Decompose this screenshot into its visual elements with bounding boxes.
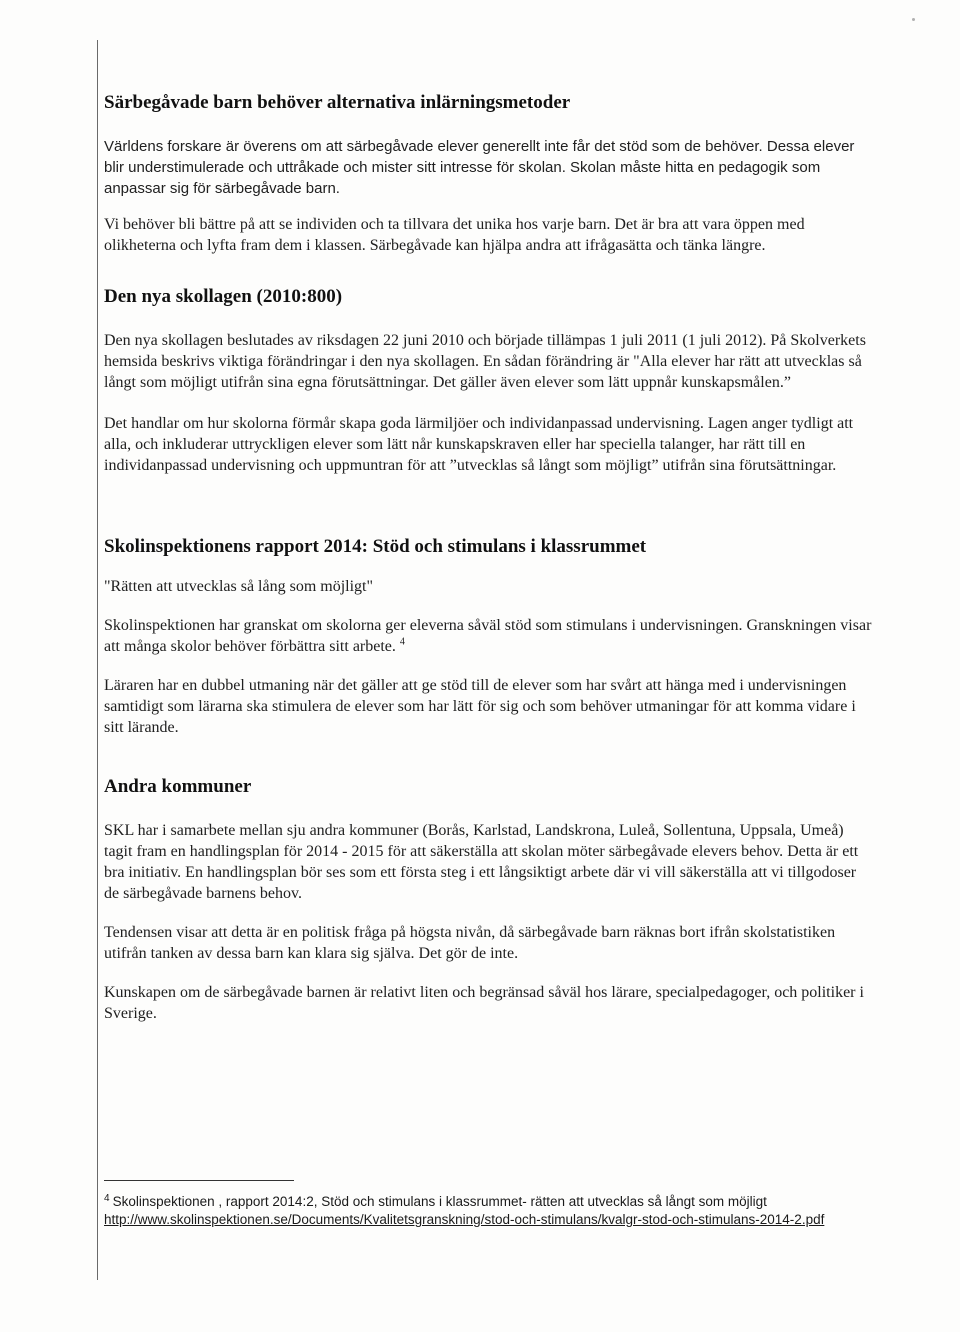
footnote-text: Skolinspektionen , rapport 2014:2, Stöd och stimulans i klassrummet- rätten att utvecklas så långt som möjligt (112, 1194, 767, 1209)
paragraph-2: Vi behöver bli bättre på att se individen och ta tillvara det unika hos varje barn. Det är bra att vara öppen med olikheterna och lyfta fram dem i klassen. Särbegåvade kan hjälpa andra att ifrågasätta och tänka längre. (104, 216, 805, 254)
paragraph-3: Den nya skollagen beslutades av riksdagen 22 juni 2010 och började tillämpas 1 juli 2011 (1 juli 2012). På Skolverkets hemsida beskrivs viktiga förändringar i den nya skollagen. En sådan förändring är "Alla elever har rätt att utvecklas så långt som möjligt utifrån sina egna förutsättningar. Det gäller även elever som lätt uppnår kunskapsmålen.” (104, 332, 866, 391)
paragraph-5-text: Skolinspektionen har granskat om skolorna ger eleverna såväl stöd som stimulans i undervisningen. Granskningen visar att många skolor behöver förbättra sitt arbete. (104, 617, 872, 655)
footnote-separator (104, 1180, 294, 1181)
paragraph-4: Det handlar om hur skolorna förmår skapa goda lärmiljöer och individanpassad undervisning. Lagen anger tydligt att alla, och inkluderar uttryckligen elever som lätt når kunskapskraven eller har speciella talanger, har rätt till en individanpassad undervisning och uppmuntran för att ”utvecklas så långt som möjligt” utifrån sina förutsättningar. (104, 415, 854, 474)
footnote-reference: 4 (399, 636, 405, 648)
footnote-link[interactable]: http://www.skolinspektionen.se/Documents/Kvalitetsgranskning/stod-och-stimulans/kvalgr-stod-och-stimulans-2014-2.pdf (104, 1212, 825, 1227)
paragraph-7: SKL har i samarbete mellan sju andra kommuner (Borås, Karlstad, Landskrona, Luleå, Sollentuna, Uppsala, Umeå) tagit fram en handlingsplan för 2014 - 2015 för att säkerställa att skolan möter särbegåvade elevers behov. Detta är ett bra initiativ. En handlingsplan bör ses som ett första steg i ett långsiktigt arbete där vi vill säkerställa att vi tillgodoser de särbegåvade barnens behov. (104, 822, 859, 902)
paragraph-6: Läraren har en dubbel utmaning när det gäller att ge stöd till de elever som har svårt att hänga med i undervisningen samtidigt som lärarna ska stimulera de elever som har lätt för sig och som behöver utmaningar för att komma vidare i sitt lärande. (104, 677, 856, 736)
paragraph-8: Tendensen visar att detta är en politisk fråga på högsta nivån, då särbegåvade barn räknas bort ifrån skolstatistiken utifrån tanken av dessa barn kan klara sig själva. Det gör de inte. (104, 924, 836, 962)
heading-skolinspektionen: Skolinspektionens rapport 2014: Stöd och stimulans i klassrummet (104, 536, 647, 557)
heading-skollagen: Den nya skollagen (2010:800) (104, 286, 343, 307)
footnote (104, 1193, 864, 1229)
quote-ratten: "Rätten att utvecklas så lång som möjligt" (104, 578, 374, 595)
paragraph-9: Kunskapen om de särbegåvade barnen är relativt liten och begränsad såväl hos lärare, specialpedagoger, och politiker i Sverige. (104, 984, 864, 1022)
heading-andra-kommuner: Andra kommuner (104, 776, 252, 797)
scan-speck (912, 18, 915, 21)
paragraph-5 (104, 615, 874, 657)
scan-margin-line (97, 40, 98, 1280)
heading-sarbegavade: Särbegåvade barn behöver alternativa inlärningsmetoder (104, 92, 571, 113)
document-body (104, 92, 874, 1024)
footnote-number: 4 (104, 1192, 110, 1204)
paragraph-1: Världens forskare är överens om att särbegåvade elever generellt inte får det stöd som de behöver. Dessa elever blir understimulerade och uttråkade och mister sitt intresse för skolan. Skolan måste hitta en pedagogik som anpassar sig för särbegåvade barn. (104, 138, 855, 197)
